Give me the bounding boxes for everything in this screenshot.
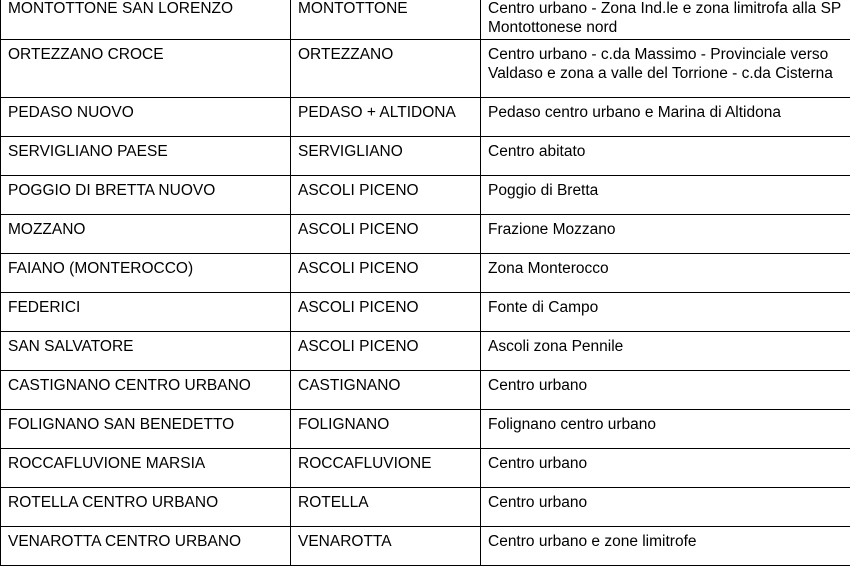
table-cell-municipality: PEDASO + ALTIDONA [291, 98, 481, 137]
table-cell-municipality: SERVIGLIANO [291, 137, 481, 176]
table-cell-area: Centro urbano e zone limitrofe [481, 527, 850, 566]
table-cell-area: Folignano centro urbano [481, 410, 850, 449]
table-cell-municipality: FOLIGNANO [291, 410, 481, 449]
table-row [1, 488, 850, 527]
table-cell-municipality: ORTEZZANO [291, 40, 481, 98]
table-cell-municipality: ASCOLI PICENO [291, 215, 481, 254]
table-cell-area: Zona Monterocco [481, 254, 850, 293]
table-cell-area: Ascoli zona Pennile [481, 332, 850, 371]
table-row [1, 527, 850, 566]
table-row [1, 98, 850, 137]
table-cell-area: Centro urbano [481, 488, 850, 527]
table-row [1, 332, 850, 371]
table-cell-name: MOZZANO [1, 215, 291, 254]
table-cell-municipality: ASCOLI PICENO [291, 293, 481, 332]
table-cell-municipality: CASTIGNANO [291, 371, 481, 410]
table-cell-municipality: MONTOTTONE [291, 0, 481, 40]
table-cell-area: Centro abitato [481, 137, 850, 176]
table-cell-name: PEDASO NUOVO [1, 98, 291, 137]
table-cell-name: MONTOTTONE SAN LORENZO [1, 0, 291, 40]
table-row [1, 215, 850, 254]
table-cell-area: Centro urbano [481, 449, 850, 488]
table-cell-area: Pedaso centro urbano e Marina di Altidona [481, 98, 850, 137]
table-cell-name: SERVIGLIANO PAESE [1, 137, 291, 176]
table-cell-municipality: ASCOLI PICENO [291, 254, 481, 293]
table-cell-area: Frazione Mozzano [481, 215, 850, 254]
table-cell-municipality: VENAROTTA [291, 527, 481, 566]
table-cell-name: ROTELLA CENTRO URBANO [1, 488, 291, 527]
table-cell-area: Centro urbano [481, 371, 850, 410]
table-row [1, 40, 850, 98]
table-row [1, 449, 850, 488]
table-row [1, 176, 850, 215]
table-row [1, 254, 850, 293]
table-cell-name: FAIANO (MONTEROCCO) [1, 254, 291, 293]
table-row [1, 371, 850, 410]
table-cell-name: VENAROTTA CENTRO URBANO [1, 527, 291, 566]
table-row [1, 0, 850, 40]
table-cell-area: Fonte di Campo [481, 293, 850, 332]
table-cell-name: POGGIO DI BRETTA NUOVO [1, 176, 291, 215]
table-cell-name: FEDERICI [1, 293, 291, 332]
table-row [1, 293, 850, 332]
table-cell-name: ROCCAFLUVIONE MARSIA [1, 449, 291, 488]
table-cell-name: ORTEZZANO CROCE [1, 40, 291, 98]
table-cell-municipality: ASCOLI PICENO [291, 176, 481, 215]
table-cell-municipality: ROCCAFLUVIONE [291, 449, 481, 488]
table-cell-name: FOLIGNANO SAN BENEDETTO [1, 410, 291, 449]
table-cell-municipality: ROTELLA [291, 488, 481, 527]
table-cell-municipality: ASCOLI PICENO [291, 332, 481, 371]
table-cell-name: SAN SALVATORE [1, 332, 291, 371]
table-cell-area: Centro urbano - c.da Massimo - Provinciale verso Valdaso e zona a valle del Torrione - c.da Cisterna [481, 40, 850, 98]
table-cell-area: Centro urbano - Zona Ind.le e zona limitrofa alla SP Montottonese nord [481, 0, 850, 40]
table-cell-name: CASTIGNANO CENTRO URBANO [1, 371, 291, 410]
table-cell-area: Poggio di Bretta [481, 176, 850, 215]
table-row [1, 410, 850, 449]
table-row [1, 137, 850, 176]
